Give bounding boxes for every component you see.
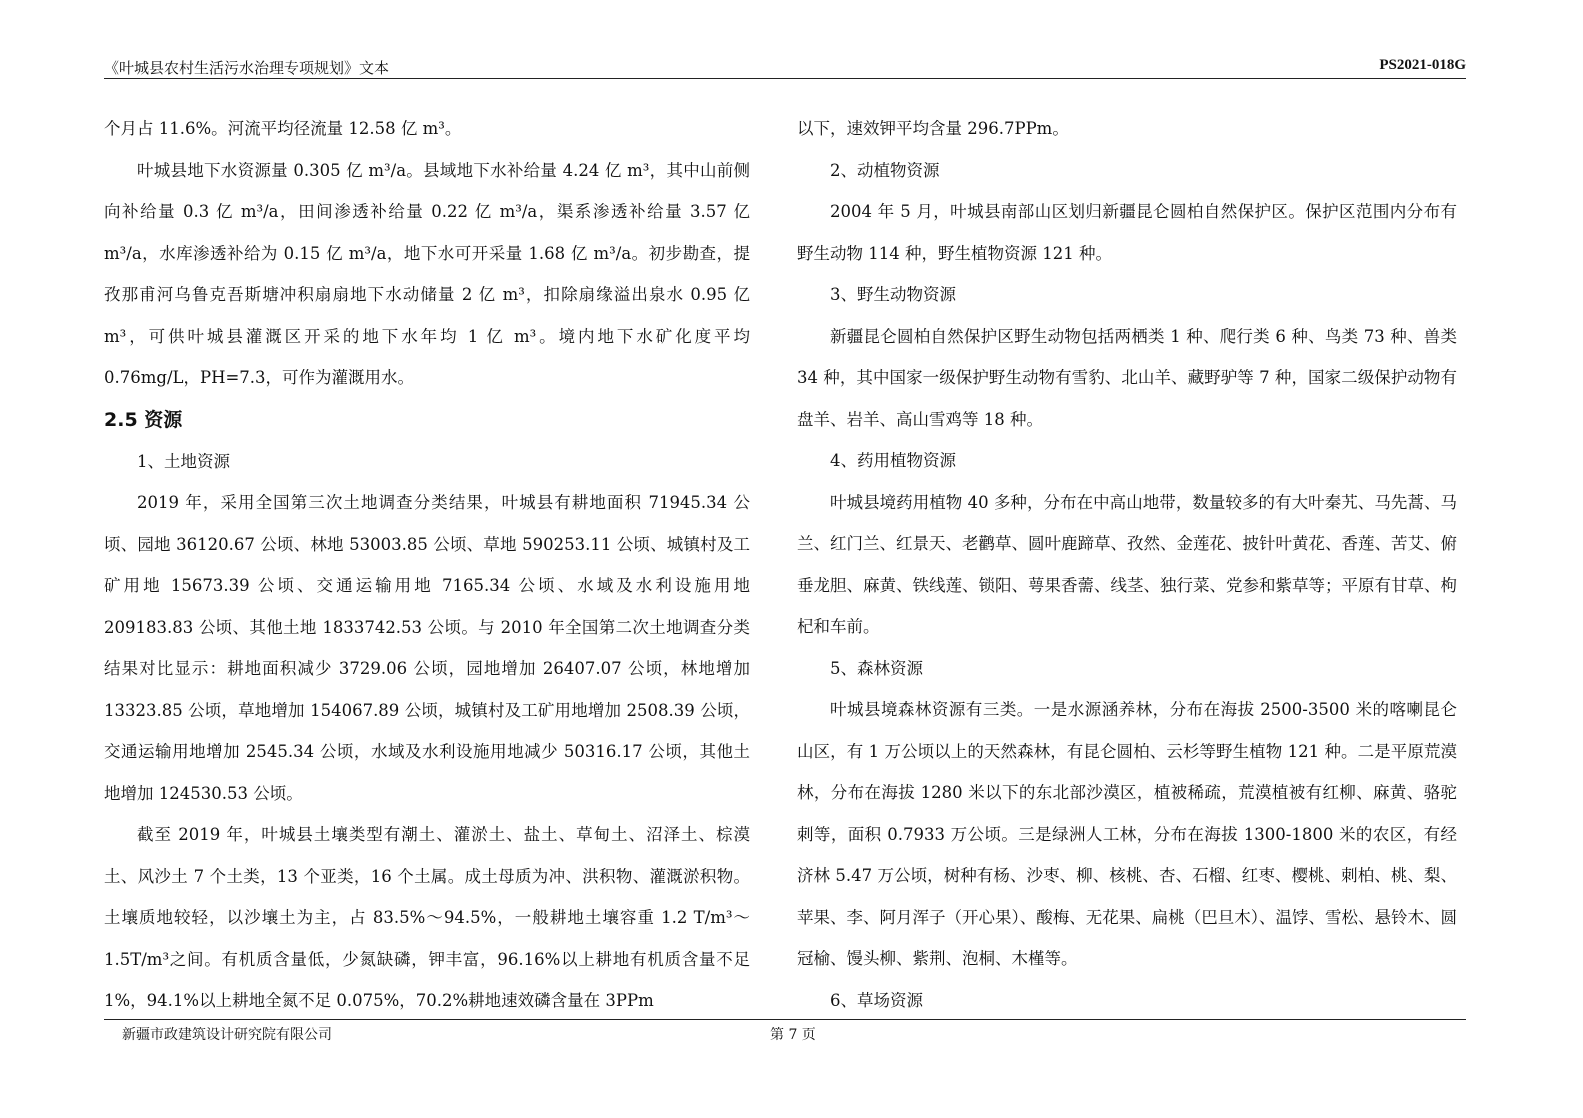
paragraph-land: 2019 年，采用全国第三次土地调查分类结果，叶城县有耕地面积 71945.34 公顷、园地 36120.67 公顷、林地 53003.85 公顷、草地 590253.11 公顷、城镇村及工矿用地 15673.39 公顷、交通运输用地 7165.34 公顷、水域及水利设施用地 209183.83 公顷、其他土地 1833742.53 公顷。与 2010 年全国第二次土地调查分类结果对比显示：耕地面积减少 3729.06 公顷，园地增加 26407.07 公顷，林地增加 13323.85 公顷，草地增加 154067.89 公顷，城镇村及工矿用地增加 2508.39 公顷，交通运输用地增加 2545.34 公顷，水域及水利设施用地减少 50316.17 公顷，其他土地增加 124530.53 公顷。 (104, 493, 750, 803)
paragraph-groundwater: 叶城县地下水资源量 0.305 亿 m³/a。县域地下水补给量 4.24 亿 m³，其中山前侧向补给量 0.3 亿 m³/a，田间渗透补给量 0.22 亿 m³/a，渠系渗透补给量 3.57 亿 m³/a，水库渗透补给为 0.15 亿 m³/a，地下水可开采量 1.68 亿 m³/a。初步勘查，提孜那甫河乌鲁克吾斯塘冲积扇扇地下水动储量 2 亿 m³，扣除扇缘溢出泉水 0.95 亿 m³，可供叶城县灌溉区开采的地下水年均 1 亿 m³。境内地下水矿化度平均 0.76mg/L，PH=7.3，可作为灌溉用水。 (104, 160, 750, 387)
header-doc-code: PS2021-018G (1379, 57, 1466, 73)
subheading-flora-fauna: 2、动植物资源 (830, 160, 940, 180)
page-number: 第 7 页 (770, 1027, 816, 1043)
header-divider (104, 78, 1466, 79)
left-column (104, 108, 750, 1022)
subheading-grassland: 6、草场资源 (830, 990, 923, 1010)
footer-divider (104, 1019, 1466, 1020)
paragraph-soil: 截至 2019 年，叶城县土壤类型有潮土、灌淤土、盐土、草甸土、沼泽土、棕漠土、风沙土 7 个土类，13 个亚类，16 个土属。成土母质为冲、洪积物、灌溉淤积物。土壤质地较轻，以沙壤土为主，占 83.5%～94.5%，一般耕地土壤容重 1.2 T/m³～1.5T/m³之间。有机质含量低，少氮缺磷，钾丰富，96.16%以上耕地有机质含量不足 1%，94.1%以上耕地全氮不足 0.075%，70.2%耕地速效磷含量在 3PPm (104, 825, 750, 1010)
paragraph-runoff: 个月占 11.6%。河流平均径流量 12.58 亿 m³。 (104, 119, 462, 138)
right-column (797, 108, 1457, 1021)
subheading-medicinal: 4、药用植物资源 (830, 451, 956, 470)
paragraph-wildlife: 新疆昆仑圆柏自然保护区野生动物包括两栖类 1 种、爬行类 6 种、鸟类 73 种、兽类 34 种，其中国家一级保护野生动物有雪豹、北山羊、藏野驴等 7 种，国家二级保护动物有盘羊、岩羊、高山雪鸡等 18 种。 (797, 326, 1457, 429)
paragraph-potassium: 以下，速效钾平均含量 296.7PPm。 (797, 119, 1069, 138)
header-title: 《叶城县农村生活污水治理专项规划》文本 (104, 59, 390, 77)
paragraph-forest: 叶城县境森林资源有三类。一是水源涵养林，分布在海拔 2500-3500 米的喀喇昆仑山区，有 1 万公顷以上的天然森林，有昆仑圆柏、云杉等野生植物 121 种。二是平原荒漠林，分布在海拔 1280 米以下的东北部沙漠区，植被稀疏，荒漠植被有红柳、麻黄、骆驼刺等，面积 0.7933 万公顷。三是绿洲人工林，分布在海拔 1300-1800 米的农区，有经济林 5.47 万公顷，树种有杨、沙枣、柳、核桃、杏、石榴、红枣、樱桃、刺柏、桃、梨、苹果、李、阿月浑子（开心果）、酸梅、无花果、扁桃（巴旦木）、温饽、雪松、悬铃木、圆冠榆、馒头柳、紫荆、泡桐、木槿等。 (797, 700, 1457, 968)
paragraph-medicinal: 叶城县境药用植物 40 多种，分布在中高山地带，数量较多的有大叶秦艽、马先蒿、马兰、红门兰、红景天、老鹳草、圆叶鹿蹄草、孜然、金莲花、披针叶黄花、香莲、苦艾、俯垂龙胆、麻黄、铁线莲、锁阳、萼果香薷、线茎、独行菜、党参和紫草等；平原有甘草、枸杞和车前。 (797, 492, 1457, 636)
paragraph-reserve: 2004 年 5 月，叶城县南部山区划归新疆昆仑圆柏自然保护区。保护区范围内分布有野生动物 114 种，野生植物资源 121 种。 (797, 202, 1457, 263)
subheading-forest: 5、森林资源 (830, 658, 923, 678)
section-heading-resources: 2.5 资源 (104, 408, 183, 431)
subheading-wildlife: 3、野生动物资源 (830, 285, 956, 304)
footer-organization: 新疆市政建筑设计研究院有限公司 (122, 1027, 332, 1043)
subheading-land: 1、土地资源 (137, 451, 230, 471)
